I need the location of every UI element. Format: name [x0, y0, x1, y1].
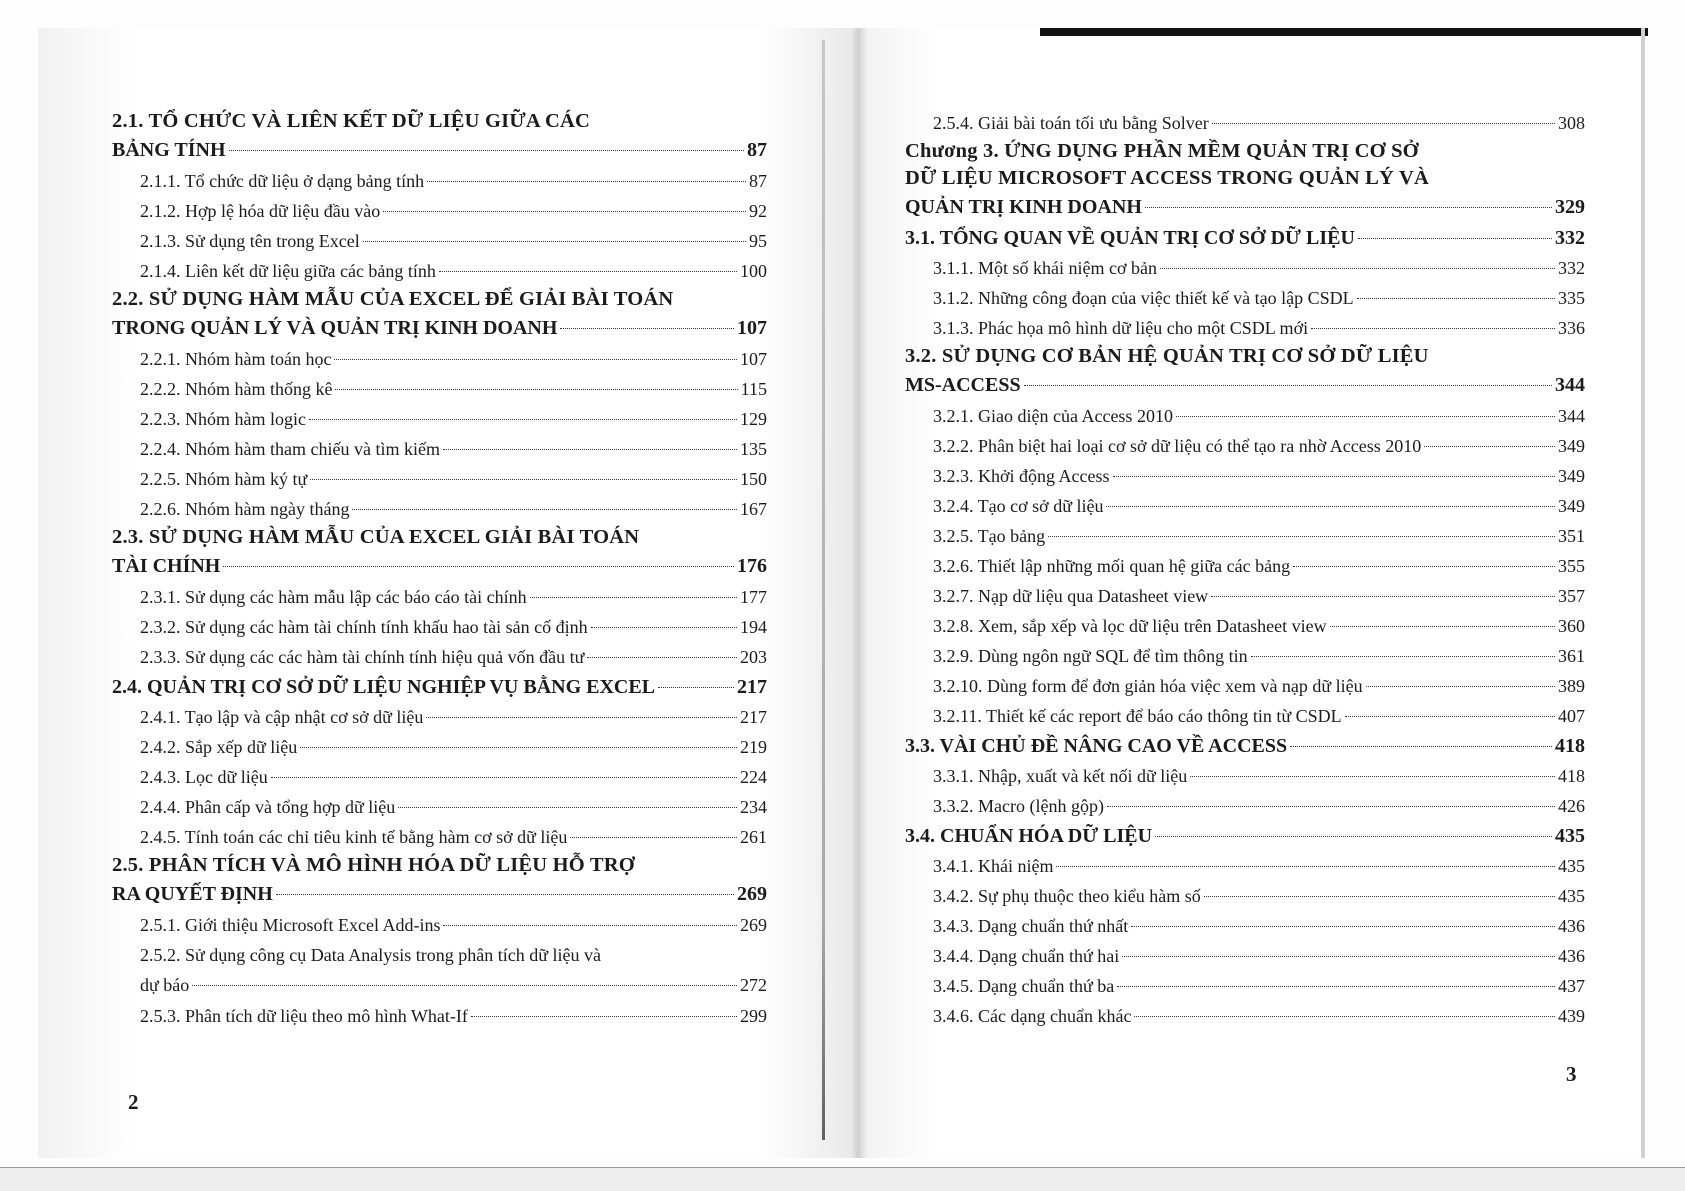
toc-page-number: 437 [1558, 976, 1585, 996]
toc-dot-leader [1024, 385, 1552, 386]
toc-page-number: 167 [740, 499, 767, 519]
toc-entry-title: 2.4.2. Sắp xếp dữ liệu [140, 737, 298, 757]
toc-dot-leader [223, 566, 734, 567]
toc-entry-title: 3.4.6. Các dạng chuẩn khác [933, 1006, 1132, 1026]
toc-subsection [112, 256, 767, 286]
toc-page-number: 299 [740, 1006, 767, 1026]
toc-subsection [112, 1001, 767, 1031]
left-page-number: 2 [128, 1090, 139, 1114]
toc-entry-title: 2.3.3. Sử dụng các các hàm tài chính tính hiệu quả vốn đầu tư [140, 647, 585, 667]
toc-page-number: 150 [740, 469, 767, 489]
toc-page-number: 435 [1555, 825, 1585, 847]
toc-page-number: 435 [1558, 856, 1585, 876]
toc-entry-title: 2.2.2. Nhóm hàm thống kê [140, 379, 333, 399]
toc-dot-leader [1366, 686, 1555, 687]
toc-entry-title: 3.4.4. Dạng chuẩn thứ hai [933, 946, 1120, 966]
toc-dot-leader [570, 837, 737, 838]
toc-page-number: 389 [1558, 676, 1585, 696]
toc-subsection [905, 431, 1585, 461]
toc-subsection [905, 313, 1585, 343]
toc-dot-leader [1160, 268, 1555, 269]
toc-page-number: 335 [1558, 288, 1585, 308]
toc-dot-leader [310, 479, 737, 480]
toc-page-number: 357 [1558, 586, 1585, 606]
toc-entry-title: 3.2.1. Giao diện của Access 2010 [933, 406, 1173, 426]
toc-entry-title: 3.2.5. Tạo bảng [933, 526, 1046, 546]
toc-dot-leader [426, 717, 737, 718]
toc-page-number: 269 [740, 915, 767, 935]
toc-subsection [905, 521, 1585, 551]
toc-page-number: 418 [1558, 766, 1585, 786]
toc-page-number: 129 [740, 409, 767, 429]
toc-subsection [905, 1001, 1585, 1031]
toc-entry-title: dự báo [140, 975, 190, 995]
toc-entry-title: 3.1.2. Những công đoạn của việc thiết kế và tạo lập CSDL [933, 288, 1354, 308]
toc-dot-leader [1311, 328, 1555, 329]
toc-page-number: 87 [747, 139, 767, 161]
toc-entry-title: 3.3. VÀI CHỦ ĐỀ NÂNG CAO VỀ ACCESS [905, 735, 1288, 757]
toc-subsection [112, 792, 767, 822]
toc-subsection [112, 642, 767, 672]
toc-entry-title: 3.4.2. Sự phụ thuộc theo kiểu hàm số [933, 886, 1201, 906]
toc-heading-tail [112, 313, 767, 343]
toc-section [905, 223, 1585, 253]
toc-dot-leader [443, 449, 737, 450]
toc-section [112, 286, 767, 343]
toc-dot-leader [1211, 596, 1555, 597]
toc-entry-title: 3.2.6. Thiết lập những mối quan hệ giữa các bảng [933, 556, 1291, 576]
scan-bottom-edge [0, 1168, 1685, 1191]
toc-entry-title: 3.2.2. Phân biệt hai loại cơ sở dữ liệu có thể tạo ra nhờ Access 2010 [933, 436, 1422, 456]
toc-dot-leader [1117, 986, 1555, 987]
toc-dot-leader [334, 359, 737, 360]
toc-entry-title: RA QUYẾT ĐỊNH [112, 883, 273, 905]
right-page-number: 3 [1566, 1062, 1577, 1086]
toc-subsection [112, 762, 767, 792]
toc-dot-leader [587, 657, 737, 658]
toc-heading-tail [905, 370, 1585, 400]
toc-entry-title: 3.4. CHUẨN HÓA DỮ LIỆU [905, 825, 1153, 847]
toc-entry-title: 2.4. QUẢN TRỊ CƠ SỞ DỮ LIỆU NGHIỆP VỤ BẰNG EXCEL [112, 676, 656, 698]
toc-page-number: 349 [1558, 466, 1585, 486]
toc-entry-title: 2.4.1. Tạo lập và cập nhật cơ sở dữ liệu [140, 707, 424, 727]
toc-entry-title: 2.5.3. Phân tích dữ liệu theo mô hình What-If [140, 1006, 468, 1026]
toc-dot-leader [1176, 416, 1555, 417]
toc-dot-leader [1131, 926, 1555, 927]
toc-subsection [905, 641, 1585, 671]
toc-page-number: 194 [740, 617, 767, 637]
toc-dot-leader [309, 419, 737, 420]
toc-chapter [905, 138, 1585, 222]
toc-page-number: 407 [1558, 706, 1585, 726]
toc-page-number: 349 [1558, 436, 1585, 456]
toc-page-number: 308 [1558, 113, 1585, 133]
toc-dot-leader [271, 777, 737, 778]
toc-entry-title: TRONG QUẢN LÝ VÀ QUẢN TRỊ KINH DOANH [112, 317, 558, 339]
toc-subsection [112, 226, 767, 256]
toc-entry-title: 3.2.8. Xem, sắp xếp và lọc dữ liệu trên Datasheet view [933, 616, 1327, 636]
toc-dot-leader [229, 150, 744, 151]
toc-page-number: 217 [737, 676, 767, 698]
toc-dot-leader [1358, 238, 1552, 239]
toc-entry-title: 3.2.9. Dùng ngôn ngữ SQL để tìm thông tin [933, 646, 1248, 666]
toc-dot-leader [1330, 626, 1555, 627]
toc-heading-tail [905, 192, 1585, 222]
toc-heading-line: 2.2. SỬ DỤNG HÀM MẪU CỦA EXCEL ĐỂ GIẢI BÀI TOÁN [112, 288, 674, 310]
toc-entry-title: 2.1.2. Hợp lệ hóa dữ liệu đầu vào [140, 201, 381, 221]
toc-section [905, 731, 1585, 761]
toc-dot-leader [1155, 836, 1552, 837]
toc-dot-leader [443, 925, 737, 926]
toc-dot-leader [1251, 656, 1555, 657]
toc-page-number: 272 [740, 975, 767, 995]
toc-subsection [112, 910, 767, 940]
toc-subsection [112, 494, 767, 524]
toc-page-number: 351 [1558, 526, 1585, 546]
toc-heading-line: DỮ LIỆU MICROSOFT ACCESS TRONG QUẢN LÝ VÀ [905, 167, 1430, 189]
toc-subsection [112, 374, 767, 404]
toc-subsection [905, 671, 1585, 701]
toc-dot-leader [1145, 207, 1552, 208]
toc-entry-title: 2.2.3. Nhóm hàm logic [140, 409, 306, 429]
toc-page-number: 344 [1558, 406, 1585, 426]
toc-page-number: 435 [1558, 886, 1585, 906]
toc-dot-leader [1290, 746, 1552, 747]
toc-subsection [112, 404, 767, 434]
toc-subsection [905, 253, 1585, 283]
toc-dot-leader [1056, 866, 1555, 867]
toc-subsection [905, 401, 1585, 431]
toc-entry-title: 2.2.4. Nhóm hàm tham chiếu và tìm kiếm [140, 439, 440, 459]
toc-page-number: 115 [740, 379, 767, 399]
toc-page-number: 360 [1558, 616, 1585, 636]
toc-subsection [905, 851, 1585, 881]
toc-subsection [112, 612, 767, 642]
toc-dot-leader [1345, 716, 1555, 717]
toc-heading-tail [112, 551, 767, 581]
toc-subsection [905, 941, 1585, 971]
toc-dot-leader [1190, 776, 1555, 777]
toc-entry-title-line: 2.5.2. Sử dụng công cụ Data Analysis trong phân tích dữ liệu và [140, 945, 601, 965]
toc-subsection [905, 761, 1585, 791]
toc-subsection [905, 461, 1585, 491]
toc-subsection [905, 491, 1585, 521]
toc-entry-title: 3.2.7. Nạp dữ liệu qua Datasheet view [933, 586, 1209, 606]
toc-page-number: 135 [740, 439, 767, 459]
toc-dot-leader [1212, 123, 1555, 124]
toc-dot-leader [560, 328, 734, 329]
toc-entry-title: MS-ACCESS [905, 374, 1021, 396]
toc-entry-title: 2.4.5. Tính toán các chỉ tiêu kinh tế bằng hàm cơ sở dữ liệu [140, 827, 568, 847]
toc-entry-title: 2.2.5. Nhóm hàm ký tự [140, 469, 308, 489]
toc-entry-title: 3.2.10. Dùng form để đơn giản hóa việc xem và nạp dữ liệu [933, 676, 1363, 696]
right-page-toc [905, 108, 1585, 1031]
toc-section [112, 852, 767, 909]
toc-subsection [905, 611, 1585, 641]
toc-page-number: 439 [1558, 1006, 1585, 1026]
toc-entry-title: 3.2.3. Khởi động Access [933, 466, 1110, 486]
toc-section [905, 821, 1585, 851]
toc-subsection [112, 940, 767, 1000]
toc-entry-title: 3.1.3. Phác họa mô hình dữ liệu cho một CSDL mới [933, 318, 1309, 338]
toc-heading-line: 2.3. SỬ DỤNG HÀM MẪU CỦA EXCEL GIẢI BÀI TOÁN [112, 526, 640, 548]
toc-dot-leader [439, 271, 737, 272]
toc-subsection-tail [112, 970, 767, 1000]
toc-dot-leader [1107, 806, 1555, 807]
toc-dot-leader [530, 597, 737, 598]
toc-dot-leader [300, 747, 737, 748]
toc-entry-title: 3.1.1. Một số khái niệm cơ bản [933, 258, 1157, 278]
toc-dot-leader [1113, 476, 1555, 477]
toc-page-number: 234 [740, 797, 767, 817]
toc-dot-leader [398, 807, 737, 808]
toc-page-number: 349 [1558, 496, 1585, 516]
toc-entry-title: 2.1.4. Liên kết dữ liệu giữa các bảng tính [140, 261, 436, 281]
toc-entry-title: BẢNG TÍNH [112, 139, 226, 161]
toc-entry-title: 3.4.5. Dạng chuẩn thứ ba [933, 976, 1115, 996]
toc-section [112, 108, 767, 165]
toc-entry-title: 2.4.3. Lọc dữ liệu [140, 767, 268, 787]
toc-heading-line: 3.2. SỬ DỤNG CƠ BẢN HỆ QUẢN TRỊ CƠ SỞ DỮ LIỆU [905, 345, 1429, 367]
toc-page-number: 436 [1558, 916, 1585, 936]
toc-dot-leader [471, 1016, 737, 1017]
toc-subsection [905, 971, 1585, 1001]
toc-page-number: 261 [740, 827, 767, 847]
toc-entry-title: 3.3.2. Macro (lệnh gộp) [933, 796, 1104, 816]
toc-page-number: 177 [740, 587, 767, 607]
toc-subsection [112, 344, 767, 374]
toc-dot-leader [383, 211, 746, 212]
toc-dot-leader [1048, 536, 1555, 537]
toc-dot-leader [1134, 1016, 1555, 1017]
toc-subsection [112, 166, 767, 196]
toc-page-number: 355 [1558, 556, 1585, 576]
toc-dot-leader [1204, 896, 1555, 897]
toc-section [905, 343, 1585, 400]
toc-page-number: 332 [1555, 227, 1585, 249]
toc-entry-title: 3.3.1. Nhập, xuất và kết nối dữ liệu [933, 766, 1188, 786]
toc-entry-title: 2.4.4. Phân cấp và tổng hợp dữ liệu [140, 797, 396, 817]
toc-entry-title: 3.1. TỔNG QUAN VỀ QUẢN TRỊ CƠ SỞ DỮ LIỆU [905, 227, 1355, 249]
toc-page-number: 107 [740, 349, 767, 369]
toc-page-number: 224 [740, 767, 767, 787]
toc-dot-leader [1106, 506, 1555, 507]
toc-dot-leader [1357, 298, 1555, 299]
toc-subsection [905, 701, 1585, 731]
toc-subsection [112, 434, 767, 464]
toc-dot-leader [335, 389, 737, 390]
toc-entry-title: 3.4.3. Dạng chuẩn thứ nhất [933, 916, 1129, 936]
left-page-toc [112, 108, 767, 1031]
toc-heading-line: 2.5. PHÂN TÍCH VÀ MÔ HÌNH HÓA DỮ LIỆU HỖ TRỢ [112, 854, 635, 876]
toc-entry-title: 2.3.2. Sử dụng các hàm tài chính tính khấu hao tài sản cố định [140, 617, 588, 637]
toc-page-number: 436 [1558, 946, 1585, 966]
toc-entry-title: 2.1.3. Sử dụng tên trong Excel [140, 231, 360, 251]
toc-page-number: 418 [1555, 735, 1585, 757]
toc-heading-tail [112, 879, 767, 909]
toc-page-number: 329 [1555, 196, 1585, 218]
toc-page-number: 269 [737, 883, 767, 905]
toc-entry-title: 2.2.1. Nhóm hàm toán học [140, 349, 332, 369]
toc-subsection [112, 582, 767, 612]
toc-dot-leader [427, 181, 746, 182]
toc-subsection [905, 911, 1585, 941]
toc-subsection [905, 283, 1585, 313]
toc-dot-leader [352, 509, 737, 510]
toc-dot-leader [1122, 956, 1555, 957]
toc-page-number: 344 [1555, 374, 1585, 396]
toc-entry-title: 3.4.1. Khái niệm [933, 856, 1054, 876]
toc-subsection [112, 702, 767, 732]
toc-section [112, 524, 767, 581]
toc-entry-title: 2.5.4. Giải bài toán tối ưu bằng Solver [933, 113, 1209, 133]
toc-page-number: 336 [1558, 318, 1585, 338]
toc-dot-leader [1293, 566, 1555, 567]
toc-dot-leader [658, 687, 734, 688]
toc-page-number: 87 [749, 171, 767, 191]
toc-heading-line: Chương 3. ỨNG DỤNG PHẦN MỀM QUẢN TRỊ CƠ SỞ [905, 140, 1419, 162]
toc-page-number: 95 [749, 231, 767, 251]
toc-page-number: 219 [740, 737, 767, 757]
toc-subsection [905, 581, 1585, 611]
toc-page-number: 107 [737, 317, 767, 339]
toc-page-number: 426 [1558, 796, 1585, 816]
toc-heading-line: 2.1. TỔ CHỨC VÀ LIÊN KẾT DỮ LIỆU GIỮA CÁC [112, 110, 591, 132]
toc-entry-title: 2.5.1. Giới thiệu Microsoft Excel Add-ins [140, 915, 441, 935]
toc-entry-title: 3.2.11. Thiết kế các report để báo cáo thông tin từ CSDL [933, 706, 1342, 726]
toc-entry-title: QUẢN TRỊ KINH DOANH [905, 196, 1142, 218]
toc-dot-leader [192, 985, 737, 986]
toc-page-number: 176 [737, 555, 767, 577]
toc-subsection [112, 732, 767, 762]
book-gutter [822, 40, 825, 1140]
toc-page-number: 92 [749, 201, 767, 221]
toc-dot-leader [363, 241, 746, 242]
toc-page-number: 332 [1558, 258, 1585, 278]
toc-page-number: 203 [740, 647, 767, 667]
toc-dot-leader [1424, 446, 1555, 447]
toc-subsection [905, 551, 1585, 581]
scan-top-edge [1040, 28, 1648, 36]
toc-dot-leader [591, 627, 737, 628]
toc-subsection [905, 108, 1585, 138]
toc-heading-tail [112, 135, 767, 165]
toc-subsection [905, 881, 1585, 911]
toc-subsection [112, 196, 767, 226]
toc-entry-title: TÀI CHÍNH [112, 555, 221, 577]
toc-page-number: 100 [740, 261, 767, 281]
toc-subsection [112, 464, 767, 494]
toc-subsection [905, 791, 1585, 821]
toc-section [112, 672, 767, 702]
toc-entry-title: 3.2.4. Tạo cơ sở dữ liệu [933, 496, 1104, 516]
toc-page-number: 217 [740, 707, 767, 727]
toc-page-number: 361 [1558, 646, 1585, 666]
toc-subsection [112, 822, 767, 852]
toc-entry-title: 2.2.6. Nhóm hàm ngày tháng [140, 499, 350, 519]
toc-dot-leader [276, 894, 734, 895]
scan-right-edge [1641, 28, 1645, 1158]
toc-entry-title: 2.3.1. Sử dụng các hàm mẫu lập các báo cáo tài chính [140, 587, 527, 607]
toc-entry-title: 2.1.1. Tổ chức dữ liệu ở dạng bảng tính [140, 171, 425, 191]
